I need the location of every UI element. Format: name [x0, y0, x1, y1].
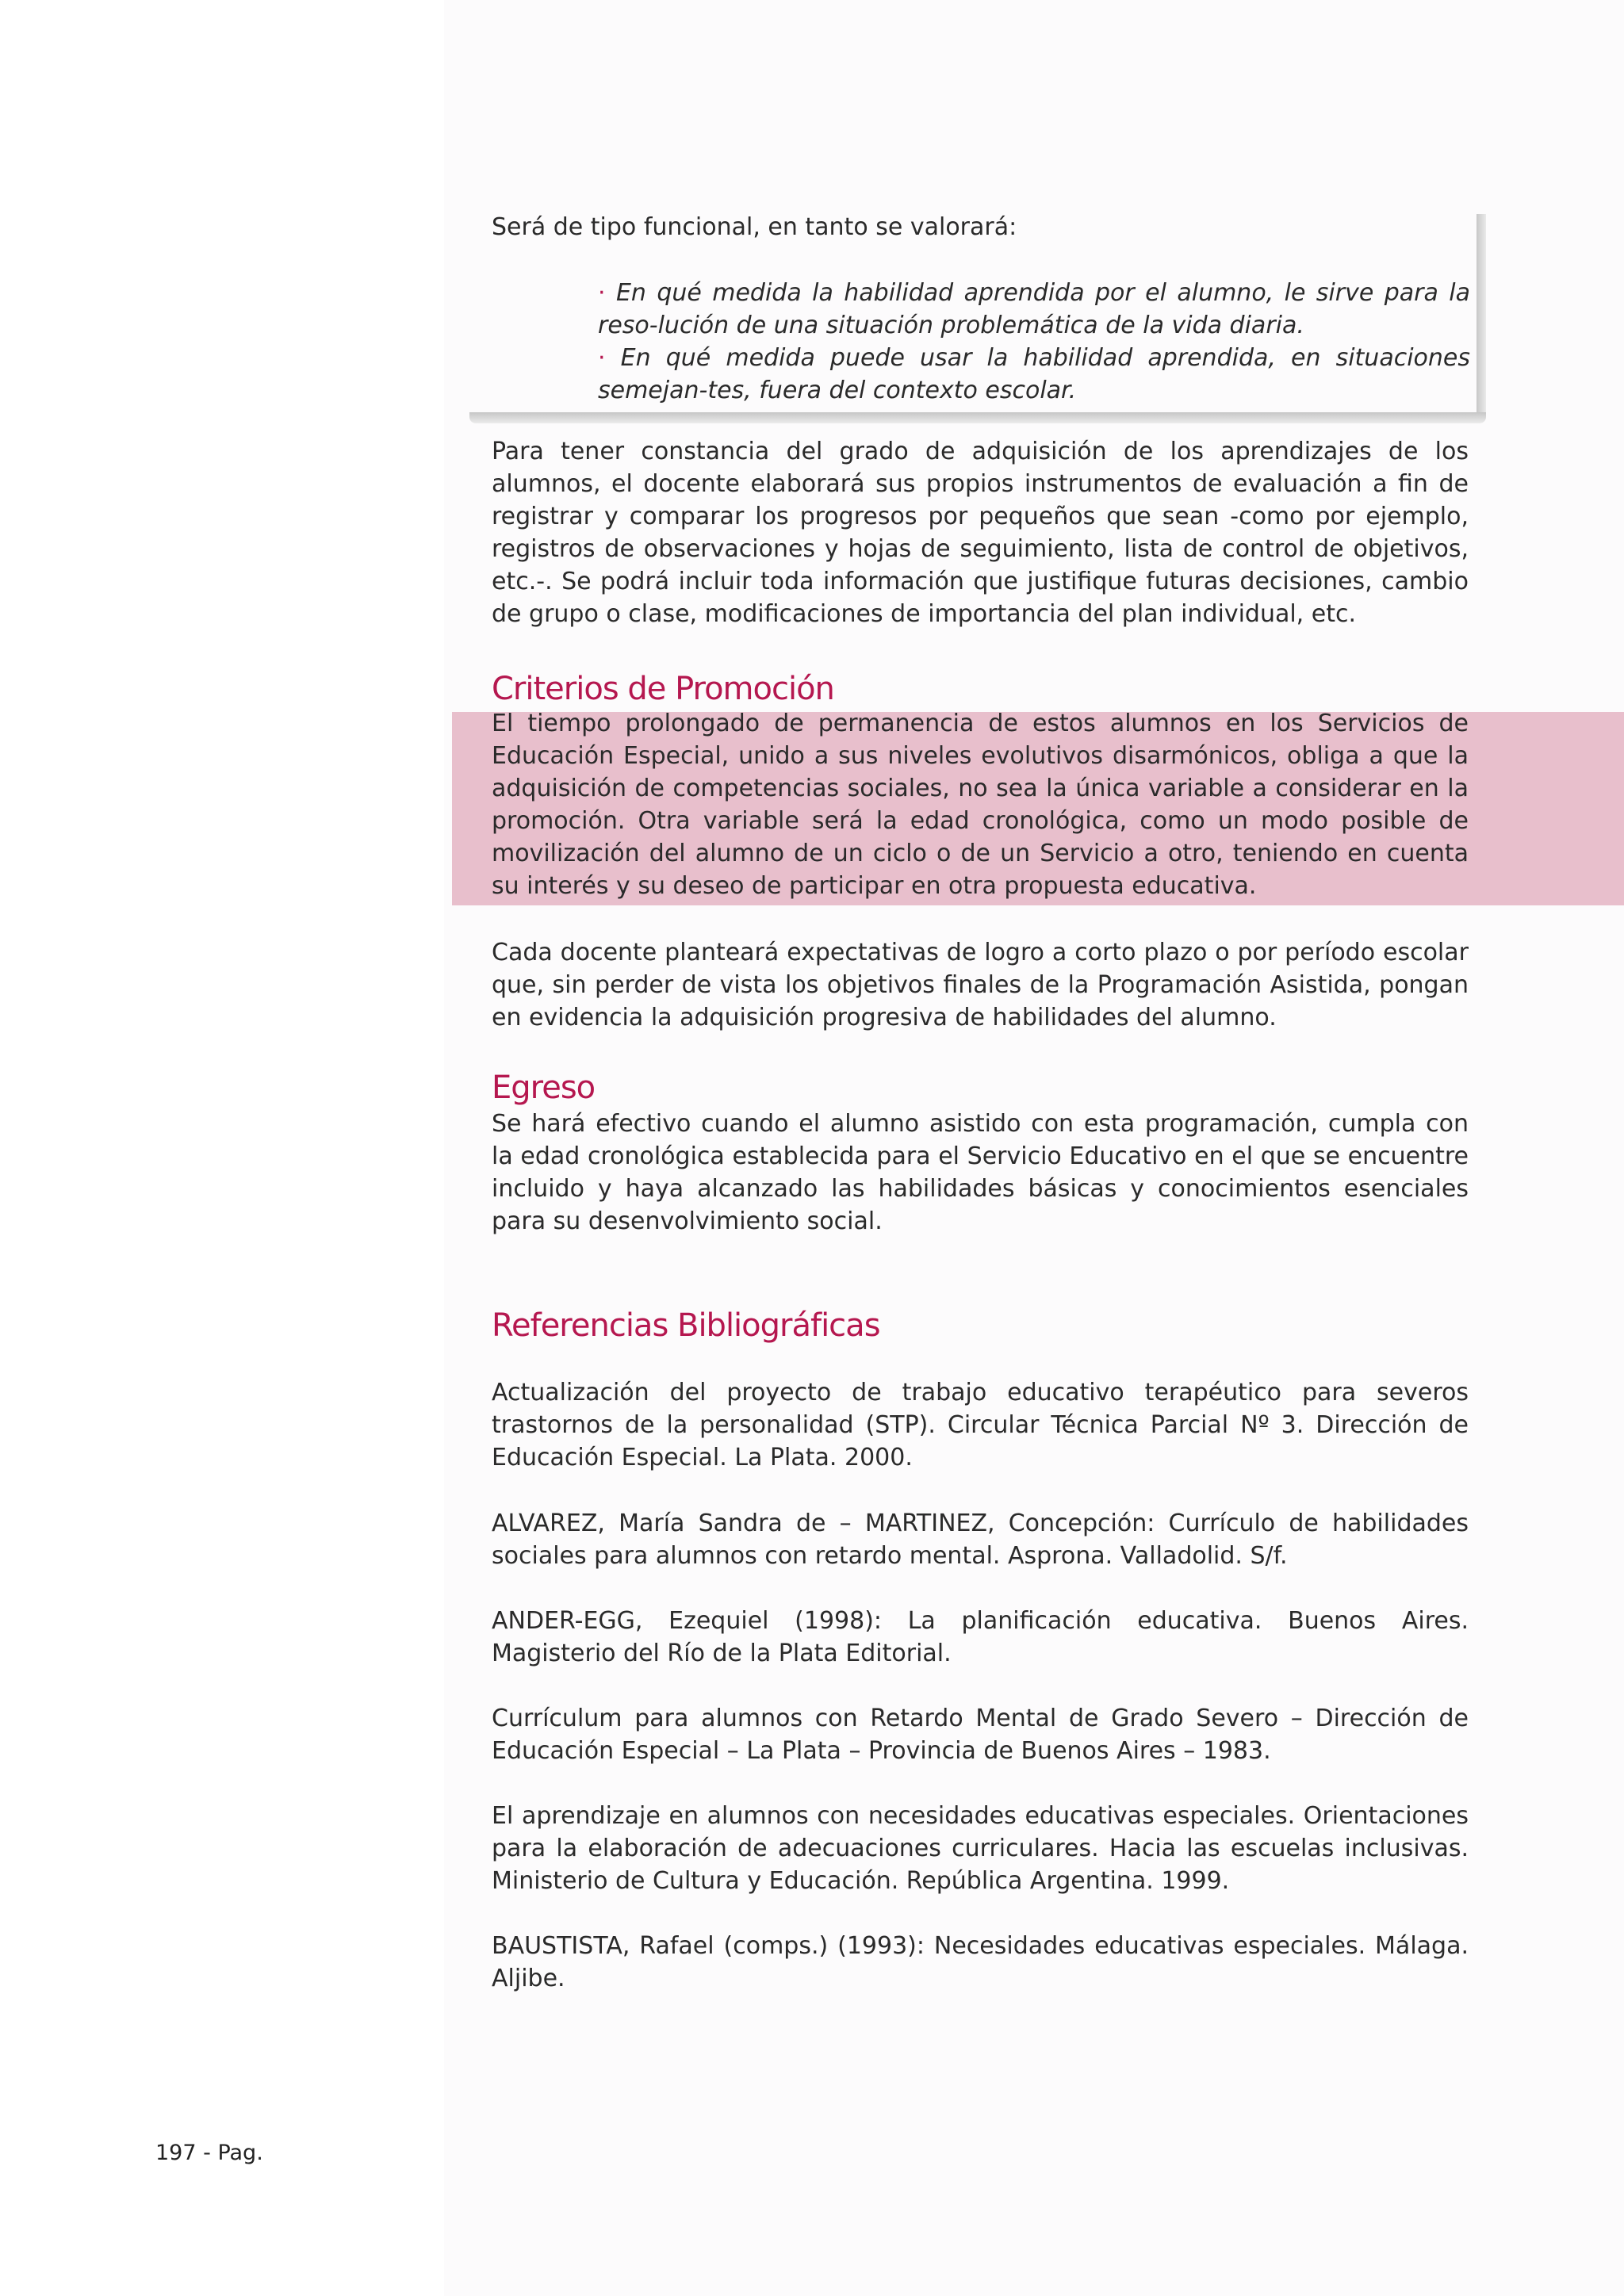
reference-item: BAUSTISTA, Rafael (comps.) (1993): Necesidades educativas especiales. Málaga. Aljibe. [492, 1932, 1469, 1992]
bullet-text: En qué medida puede usar la habilidad aprendida, en situaciones semejan-tes, fuera del contexto escolar. [598, 344, 1470, 404]
box-shadow [1477, 214, 1486, 417]
criterios-highlighted-paragraph: El tiempo prolongado de permanencia de estos alumnos en los Servicios de Educación Especial, unido a sus niveles evolutivos disarmónicos, obliga a que la adquisición de competencias sociales, no sea la única variable a considerar en la promoción. Otra variable será la edad cronológica, como un modo posible de movilización del alumno de un ciclo o de un Servicio a otro, teniendo en cuenta su interés y su deseo de participar en otra propuesta educativa. [492, 710, 1469, 900]
egreso-paragraph: Se hará efectivo cuando el alumno asistido con esta programación, cumpla con la edad cronológica establecida para el Servicio Educativo en el que se encuentre incluido y haya alcanzado las habilidades básicas y conocimientos esenciales para su desenvolvimiento social. [492, 1110, 1469, 1235]
criterios-heading: Criterios de Promoción [492, 671, 834, 707]
reference-item: Actualización del proyecto de trabajo educativo terapéutico para severos trastornos de la personalidad (STP). Circular Técnica Parcial Nº 3. Dirección de Educación Especial. La Plata. 2000. [492, 1379, 1469, 1471]
reference-item: ANDER-EGG, Ezequiel (1998): La planificación educativa. Buenos Aires. Magisterio del Río de la Plata Editorial. [492, 1607, 1469, 1667]
bullet-marker: · [598, 279, 606, 307]
bullet-item [598, 342, 1470, 407]
reference-item: ALVAREZ, María Sandra de – MARTINEZ, Concepción: Currículo de habilidades sociales para alumnos con retardo mental. Asprona. Valladolid. S/f. [492, 1510, 1469, 1570]
bullet-list [598, 277, 1470, 407]
criterios-following-paragraph: Cada docente planteará expectativas de logro a corto plazo o por período escolar que, sin perder de vista los objetivos finales de la Programación Asistida, pongan en evidencia la adquisición progresiva de habilidades del alumno. [492, 939, 1469, 1031]
reference-item: El aprendizaje en alumnos con necesidades educativas especiales. Orientaciones para la elaboración de adecuaciones curriculares. Hacia las escuelas inclusivas. Ministerio de Cultura y Educación. República Argentina. 1999. [492, 1802, 1469, 1895]
egreso-heading: Egreso [492, 1070, 596, 1106]
bullet-text: En qué medida la habilidad aprendida por el alumno, le sirve para la reso-lución de una situación problemática de la vida diaria. [598, 279, 1470, 339]
referencias-heading: Referencias Bibliográficas [492, 1307, 880, 1344]
box-shadow [469, 412, 1486, 423]
intro-text: Será de tipo funcional, en tanto se valorará: [492, 213, 1017, 241]
constancia-paragraph: Para tener constancia del grado de adquisición de los aprendizajes de los alumnos, el docente elaborará sus propios instrumentos de evaluación a fin de registrar y comparar los progresos por pequeños que sean -como por ejemplo, registros de observaciones y hojas de seguimiento, lista de control de objetivos, etc.-. Se podrá incluir toda información que justifique futuras decisiones, cambio de grupo o clase, modificaciones de importancia del plan individual, etc. [492, 438, 1469, 628]
reference-item: Currículum para alumnos con Retardo Mental de Grado Severo – Dirección de Educación Especial – La Plata – Provincia de Buenos Aires – 1983. [492, 1705, 1469, 1765]
bullet-item [598, 277, 1470, 342]
page-number: 197 - Pag. [155, 2141, 263, 2165]
bullet-marker: · [598, 344, 606, 372]
